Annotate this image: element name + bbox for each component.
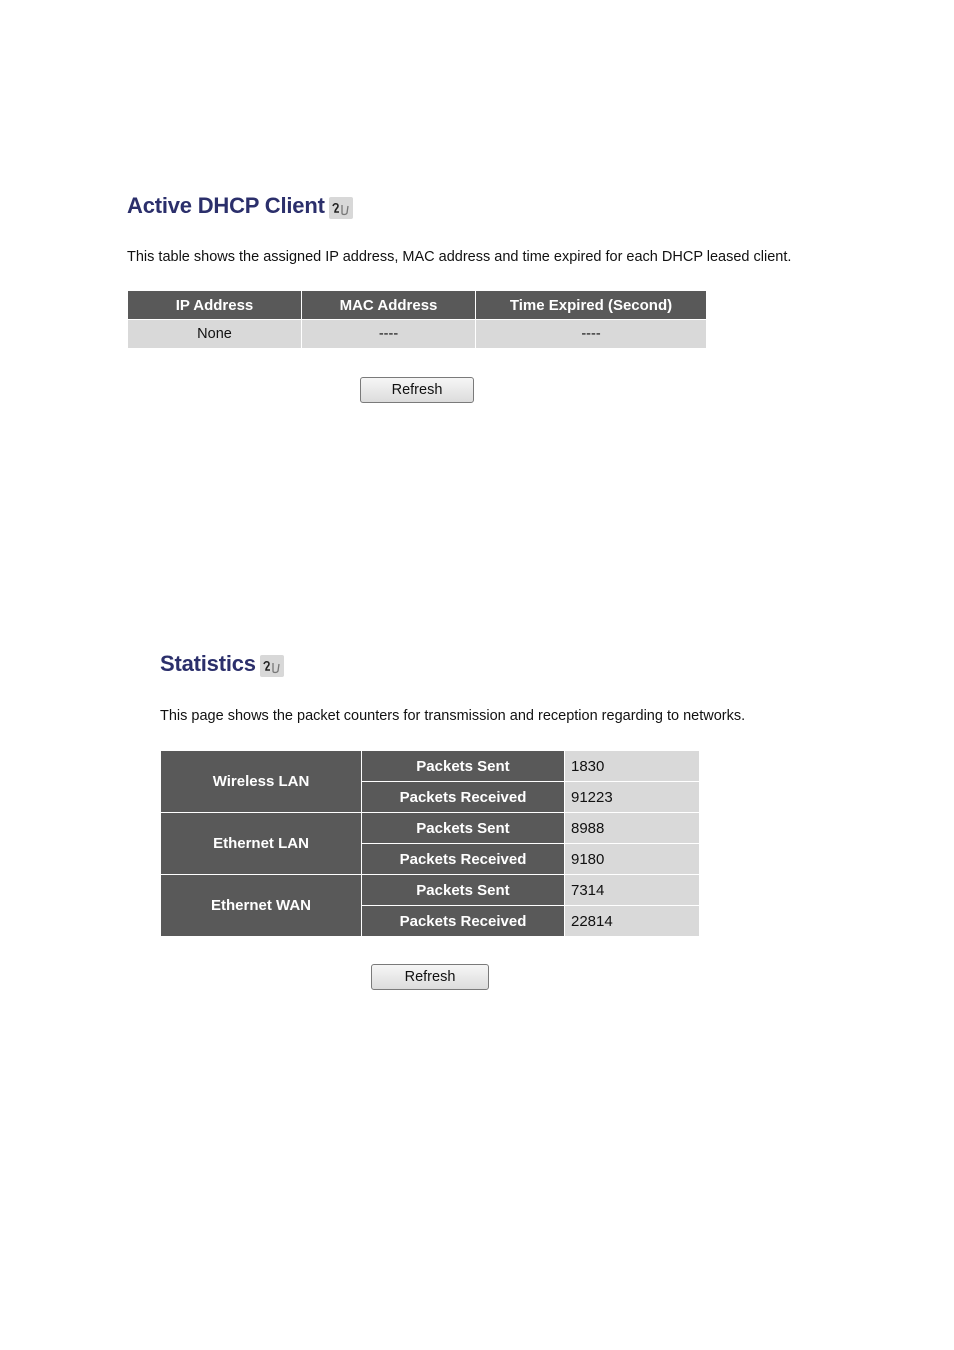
cell-time-expired: ---- [476, 320, 706, 348]
dhcp-section [127, 190, 887, 398]
help-icon-glyph [260, 655, 284, 677]
metric-packets-received: Packets Received [362, 782, 564, 812]
table-row [128, 320, 706, 348]
page-title: Active DHCP Client [127, 193, 325, 218]
metric-packets-sent: Packets Sent [362, 813, 564, 843]
statistics-refresh-button[interactable]: Refresh [371, 964, 489, 990]
cell-ip-address: None [128, 320, 301, 348]
value-wireless-packets-received: 91223 [565, 782, 699, 812]
group-ethernet-wan: Ethernet WAN [161, 875, 361, 936]
dhcp-refresh-button[interactable]: Refresh [360, 377, 474, 403]
dhcp-client-table [127, 290, 707, 349]
metric-packets-received: Packets Received [362, 906, 564, 936]
column-header-mac: MAC Address [302, 291, 475, 319]
value-wireless-packets-sent: 1830 [565, 751, 699, 781]
dhcp-description: This table shows the assigned IP address, MAC address and time expired for each DHCP leased client. [127, 249, 792, 265]
table-row [161, 875, 699, 905]
statistics-description: This page shows the packet counters for transmission and reception regarding to networks. [160, 708, 746, 724]
metric-packets-received: Packets Received [362, 844, 564, 874]
metric-packets-sent: Packets Sent [362, 751, 564, 781]
group-wireless-lan: Wireless LAN [161, 751, 361, 812]
metric-packets-sent: Packets Sent [362, 875, 564, 905]
cell-mac-address: ---- [302, 320, 475, 348]
value-wan-packets-received: 22814 [565, 906, 699, 936]
table-row [161, 813, 699, 843]
help-icon[interactable] [260, 655, 284, 677]
value-lan-packets-sent: 8988 [565, 813, 699, 843]
column-header-time-expired: Time Expired (Second) [476, 291, 706, 319]
value-lan-packets-received: 9180 [565, 844, 699, 874]
help-icon-glyph [329, 197, 353, 219]
table-row [161, 751, 699, 781]
statistics-table [160, 750, 700, 937]
dhcp-title-row [127, 190, 887, 222]
column-header-ip: IP Address [128, 291, 301, 319]
value-wan-packets-sent: 7314 [565, 875, 699, 905]
help-icon[interactable] [329, 197, 353, 219]
group-ethernet-lan: Ethernet LAN [161, 813, 361, 874]
page-title: Statistics [160, 651, 256, 676]
table-header-row [128, 291, 706, 319]
statistics-section [160, 648, 880, 985]
statistics-title-row [160, 648, 880, 680]
